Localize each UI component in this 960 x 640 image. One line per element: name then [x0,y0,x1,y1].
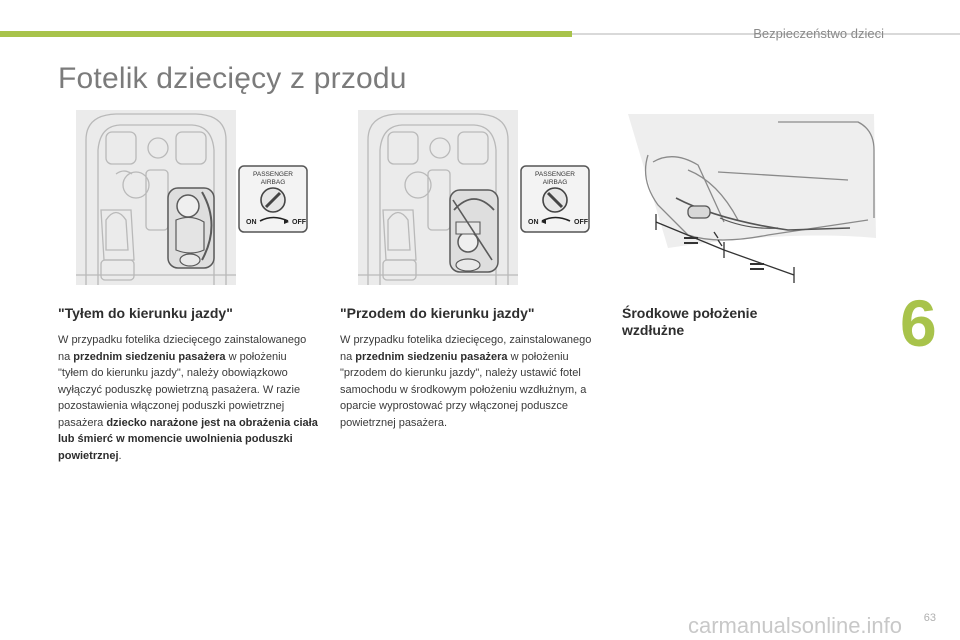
forward-facing-text [340,332,595,431]
rear-facing-heading: "Tyłem do kierunku jazdy" [58,305,233,321]
text-part: w położeniu "tyłem do kierunku jazdy", należy obowiązkowo wyłączyć poduszkę powietrzną pasażera. W razie pozostawienia włączonej poduszki powietrznej pasażera [58,350,301,429]
airbag-label-line1: PASSENGER [535,171,575,178]
airbag-switch-panel [521,166,589,232]
forward-facing-section [340,305,595,431]
seat-position-section [622,305,822,349]
on-label: ON [246,219,257,226]
airbag-switch-panel [239,166,307,232]
text-part: . [118,449,122,462]
rear-facing-illustration [76,110,310,285]
text-bold: przednim siedzeniu pasażera [355,350,508,363]
text-bold: przednim siedzeniu pasażera [73,350,226,363]
rear-facing-text [58,332,318,464]
text-bold: dziecko narażone jest na obrażenia ciała lub śmierć w momencie uwolnienia poduszki powietrznej [58,416,318,462]
text-part: W przypadku fotelika dziecięcego, zainstalowanego na [340,334,592,363]
text-part: w położeniu "przodem do kierunku jazdy", należy ustawić fotel samochodu w środkowym położeniu wzdłużnym, a oparcie wyprostować przy włączonej poduszce powietrznej pasażera. [340,350,587,429]
forward-facing-illustration [358,110,592,285]
seat-position-illustration [628,110,884,290]
text-part: W przypadku fotelika dziecięcego zainstalowanego na [58,334,307,363]
section-name: Bezpieczeństwo dzieci [753,26,884,41]
on-label: ON [528,219,539,226]
page-number: 63 [923,612,936,624]
forward-facing-heading: "Przodem do kierunku jazdy" [340,305,535,321]
airbag-label-line2: AIRBAG [260,179,286,186]
airbag-label-line2: AIRBAG [542,179,568,186]
watermark: carmanualsonline.info [688,613,903,638]
header-accent-bar [0,31,572,37]
child-seat-forward-facing [450,190,498,272]
child-seat-rear-facing [168,188,214,268]
seat-position-heading: Środkowe położenie wzdłużne [622,305,758,338]
off-label: OFF [292,219,306,226]
rear-facing-section [58,305,318,464]
chapter-number: 6 [900,286,937,360]
page-title: Fotelik dziecięcy z przodu [58,62,407,95]
off-label: OFF [574,219,588,226]
airbag-label-line1: PASSENGER [253,171,293,178]
